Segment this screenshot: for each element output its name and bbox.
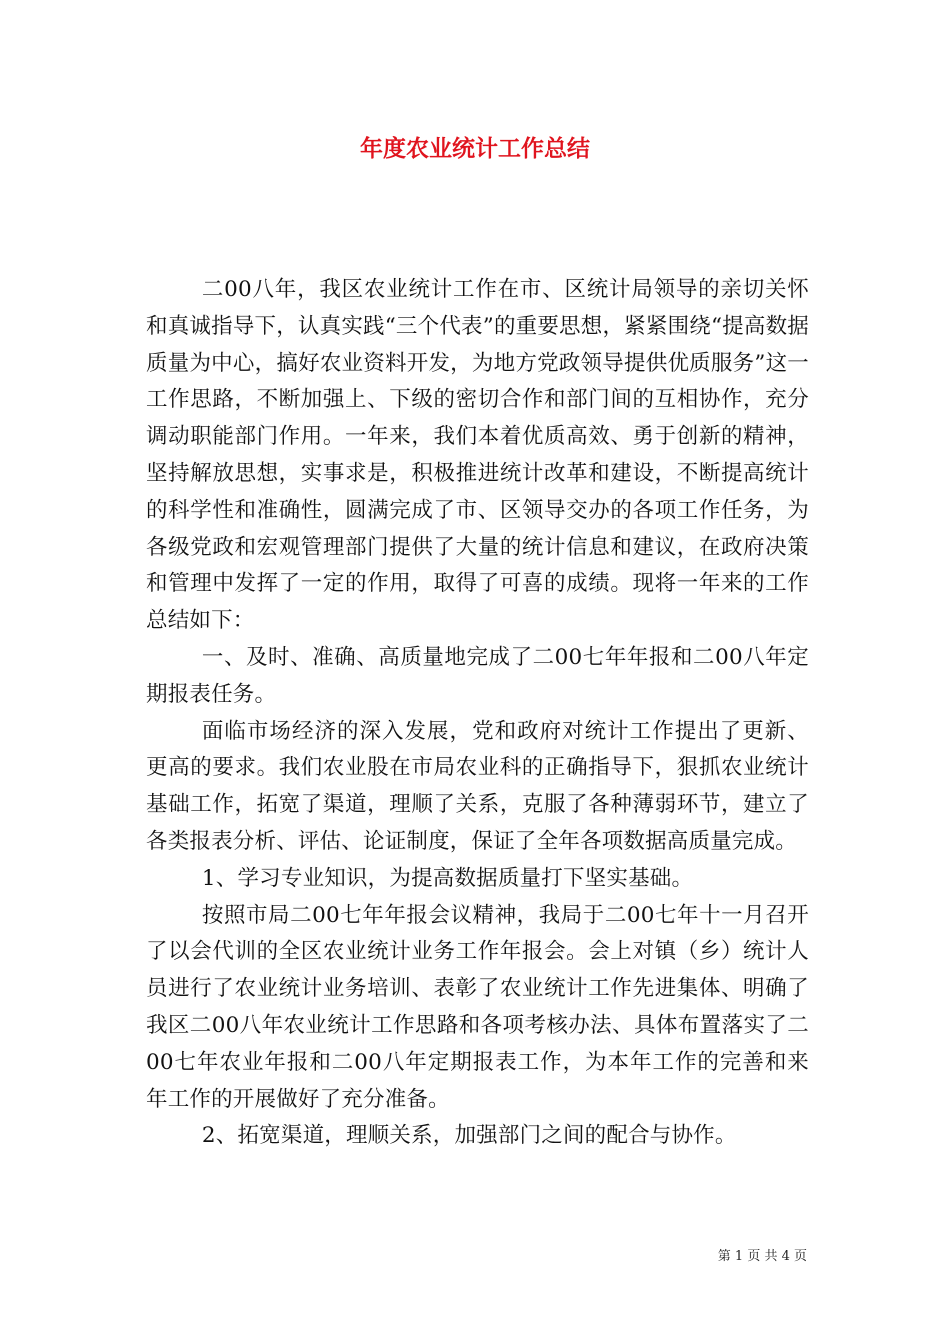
subheading-1: 1、学习专业知识，为提高数据质量打下坚实基础。 [201,865,694,891]
paragraph-subsection-1: 按照市局二00七年年报会议精神，我局于二00七年十一月召开了以会代训的全区农业统计业务工作年报会。会上对镇（乡）统计人员进行了农业统计业务培训、表彰了农业统计工作先进集体、明确了我区二00八年农业统计工作思路和各项考核办法、具体布置落实了二00七年农业年报和二00八年定期报表工作，为本年工作的完善和来年工作的开展做好了充分准备。 [146,902,809,1112]
subheading-2: 2、拓宽渠道，理顺关系，加强部门之间的配合与协作。 [201,1123,737,1149]
paragraph-section-1: 面临市场经济的深入发展，党和政府对统计工作提出了更新、更高的要求。我们农业股在市局农业科的正确指导下，狠抓农业统计基础工作，拓宽了渠道，理顺了关系，克服了各种薄弱环节，建立了各类报表分析、评估、论证制度，保证了全年各项数据高质量完成。 [146,718,809,854]
paragraph-intro: 二00八年，我区农业统计工作在市、区统计局领导的亲切关怀和真诚指导下，认真实践“三个代表”的重要思想，紧紧围绕“提高数据质量为中心，搞好农业资料开发，为地方党政领导提供优质服务”这一工作思路，不断加强上、下级的密切合作和部门间的互相协作，充分调动职能部门作用。一年来，我们本着优质高效、勇于创新的精神，坚持解放思想，实事求是，积极推进统计改革和建设，不断提高统计的科学性和准确性，圆满完成了市、区领导交办的各项工作任务，为各级党政和宏观管理部门提供了大量的统计信息和建议，在政府决策和管理中发挥了一定的作用，取得了可喜的成绩。现将一年来的工作总结如下： [146,277,809,634]
document-title: 年度农业统计工作总结 [360,135,590,162]
section-heading-1: 一、及时、准确、高质量地完成了二00七年年报和二00八年定期报表任务。 [146,644,809,707]
page-number-footer: 第 1 页 共 4 页 [717,1249,807,1264]
document-body [146,272,809,1155]
